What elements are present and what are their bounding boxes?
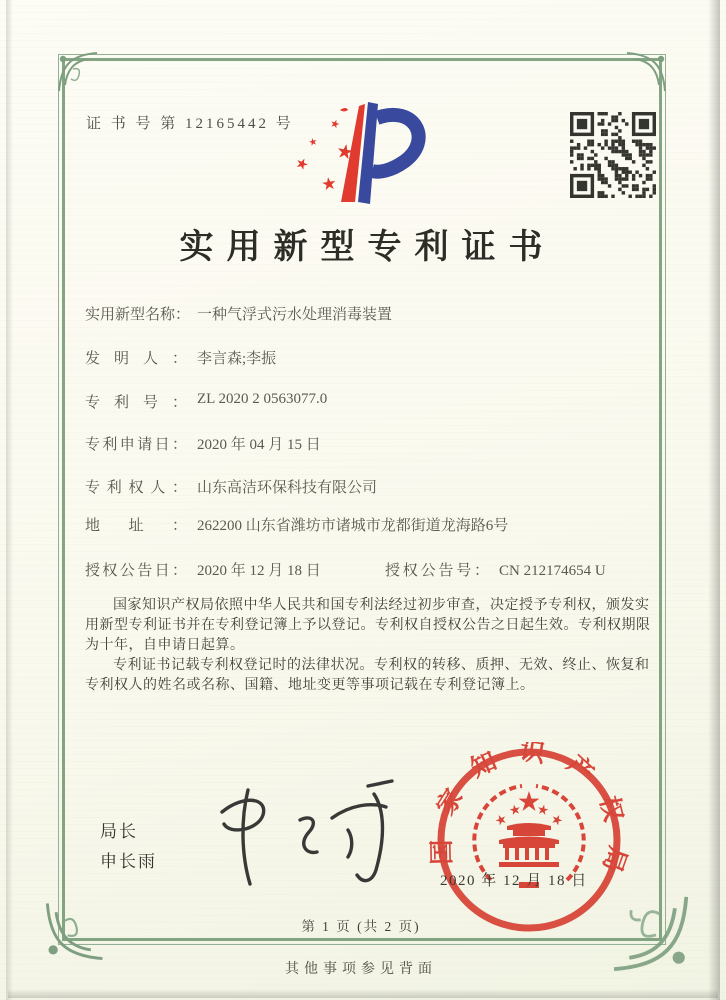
page-indicator: 第 1 页 (共 2 页) — [301, 919, 421, 934]
field-row-name — [85, 303, 655, 324]
legal-text — [85, 596, 651, 696]
footer-note: 其他事项参见背面 — [285, 962, 437, 977]
field-row-patent-number — [85, 391, 655, 412]
scan-shadow-left — [6, 0, 13, 1000]
cnipa-logo-icon — [288, 100, 438, 208]
grant-date-label: 授权公告日： — [85, 563, 187, 579]
field-label: 专利号： — [85, 395, 187, 411]
legal-paragraph-1: 国家知识产权局依照中华人民共和国专利法经过初步审查，决定授予专利权，颁发实用新型专利证书并在专利登记簿上予以登记。专利权自授权公告之日起生效。专利权期限为十年，自申请日起算。 — [85, 598, 651, 653]
border-flourish-top-right — [625, 49, 671, 95]
commissioner-signature-icon — [200, 778, 400, 893]
certificate-title: 实用新型专利证书 — [179, 229, 556, 266]
field-value: 2020 年 04 月 15 日 — [197, 437, 321, 453]
field-value: 山东高洁环保科技有限公司 — [197, 480, 378, 496]
field-value: 一种气浮式污水处理消毒装置 — [197, 307, 393, 323]
grant-date-value: 2020 年 12 月 18 日 — [197, 563, 321, 579]
official-seal-icon — [424, 742, 639, 942]
grant-number-label: 授权公告号： — [385, 563, 489, 579]
field-label: 实用新型名称： — [85, 307, 191, 323]
field-row-address — [85, 514, 655, 535]
scan-shadow-bottom — [8, 989, 718, 998]
field-row-filing-date — [85, 433, 655, 454]
field-label: 专利权人： — [85, 480, 187, 496]
field-label: 发明人： — [85, 351, 187, 367]
certificate-number: 证 书 号 第 12165442 号 — [86, 116, 294, 132]
grant-number-value: CN 212174654 U — [499, 563, 606, 579]
field-row-patentee — [85, 476, 655, 497]
qr-code — [570, 112, 656, 198]
legal-paragraph-2: 专利证书记载专利权登记时的法律状况。专利权的转移、质押、无效、终止、恢复和专利权人的姓名或名称、国籍、地址变更等事项记载在专利登记簿上。 — [85, 658, 650, 693]
field-value: ZL 2020 2 0563077.0 — [197, 391, 328, 407]
commissioner-name: 申长雨 — [100, 852, 157, 871]
field-row-grant — [85, 559, 655, 580]
field-value: 262200 山东省潍坊市诸城市龙都街道龙海路6号 — [197, 518, 509, 534]
field-value: 李言森;李振 — [197, 351, 277, 367]
commissioner-title: 局长 — [100, 822, 138, 841]
scan-shadow-right — [708, 0, 720, 1000]
field-row-inventor — [85, 347, 655, 368]
field-label: 专利申请日： — [85, 437, 187, 453]
field-label: 地址： — [85, 518, 187, 534]
seal-text: 国家知识产权局 — [428, 742, 632, 896]
border-flourish-top-left — [53, 49, 99, 95]
seal-date: 2020 年 12 月 18 日 — [440, 873, 588, 889]
